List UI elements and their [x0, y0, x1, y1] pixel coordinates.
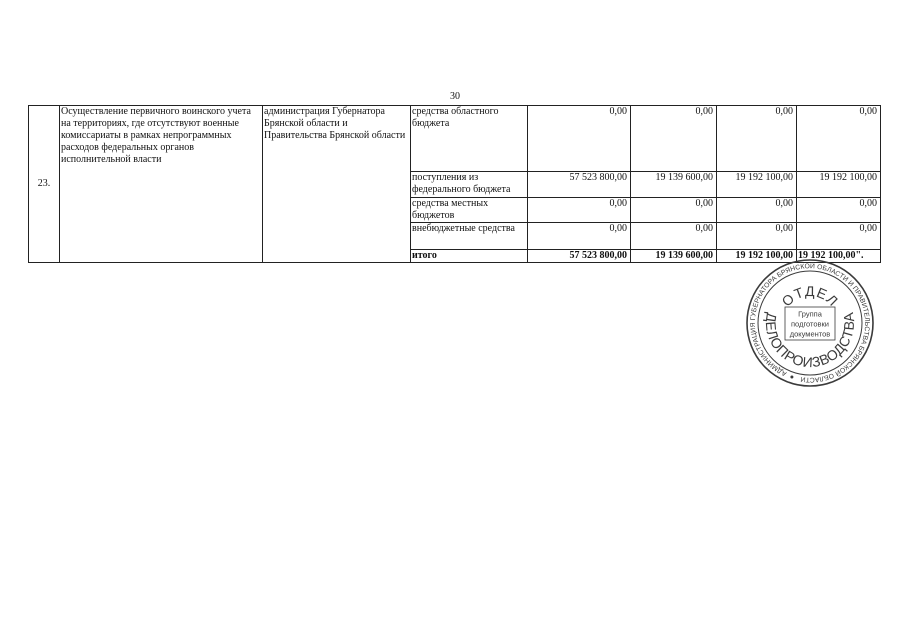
source-line: средства областного	[412, 106, 499, 117]
source-line: федерального бюджета	[412, 184, 511, 195]
description-line: расходов федеральных органов	[61, 142, 194, 153]
stamp-box-line: подготовки	[791, 319, 829, 329]
description-line: исполнительной власти	[61, 154, 162, 165]
official-stamp	[744, 257, 876, 389]
responsible-executor	[263, 106, 411, 263]
funding-source	[411, 198, 528, 223]
total-amount-cell: 19 139 600,00	[631, 250, 717, 263]
total-amount-cell: 19 192 100,00	[717, 250, 797, 263]
description-line: комиссариаты в рамках непрограммных	[61, 130, 232, 141]
total-amount-cell: 57 523 800,00	[528, 250, 631, 263]
source-line: внебюджетные средства	[412, 223, 515, 234]
total-amount-cell: 19 192 100,00".	[797, 250, 881, 263]
amount-cell: 0,00	[528, 223, 631, 250]
amount-cell: 0,00	[797, 106, 881, 172]
description-line: Осуществление первичного воинского учета	[61, 106, 251, 117]
measure-description	[60, 106, 263, 263]
amount-cell: 19 139 600,00	[631, 172, 717, 198]
page-number: 30	[450, 91, 460, 102]
description-line: на территориях, где отсутствуют военные	[61, 118, 239, 129]
source-line: бюджетов	[412, 210, 455, 221]
item-number: 23.	[29, 106, 60, 263]
amount-cell: 0,00	[631, 223, 717, 250]
amount-cell: 0,00	[717, 223, 797, 250]
amount-cell: 0,00	[797, 198, 881, 223]
amount-cell: 19 192 100,00	[717, 172, 797, 198]
amount-cell: 0,00	[717, 198, 797, 223]
executor-line: Правительства Брянской области	[264, 130, 406, 141]
amount-cell: 19 192 100,00	[797, 172, 881, 198]
stamp-separator-dot	[790, 376, 793, 379]
stamp-title	[778, 283, 841, 310]
stamp-ring-label: АДМИНИСТРАЦИЯ ГУБЕРНАТОРА БРЯНСКОЙ ОБЛАСТИ И ПРАВИТЕЛЬСТВА БРЯНСКОЙ ОБЛАСТИ	[749, 263, 871, 383]
amount-cell: 0,00	[631, 106, 717, 172]
stamp-title-label: ОТДЕЛ	[778, 282, 842, 310]
amount-cell: 0,00	[797, 223, 881, 250]
budget-table	[28, 105, 881, 263]
amount-cell: 0,00	[717, 106, 797, 172]
amount-cell: 0,00	[631, 198, 717, 223]
stamp-box-line: Группа	[798, 309, 822, 319]
table-row	[29, 106, 881, 172]
source-line: итого	[412, 250, 437, 261]
stamp-department-label: ДЕЛОПРОИЗВОДСТВА	[762, 311, 858, 371]
funding-source	[411, 223, 528, 250]
funding-source	[411, 106, 528, 172]
source-line: средства местных	[412, 198, 489, 209]
source-line: бюджета	[412, 118, 450, 129]
source-line: поступления из	[412, 172, 479, 183]
amount-cell: 57 523 800,00	[528, 172, 631, 198]
executor-line: администрация Губернатора	[264, 106, 385, 117]
stamp-box-line: документов	[789, 329, 831, 339]
amount-cell: 0,00	[528, 106, 631, 172]
amount-cell: 0,00	[528, 198, 631, 223]
executor-line: Брянской области и	[264, 118, 348, 129]
funding-source-total	[411, 250, 528, 263]
funding-source	[411, 172, 528, 198]
